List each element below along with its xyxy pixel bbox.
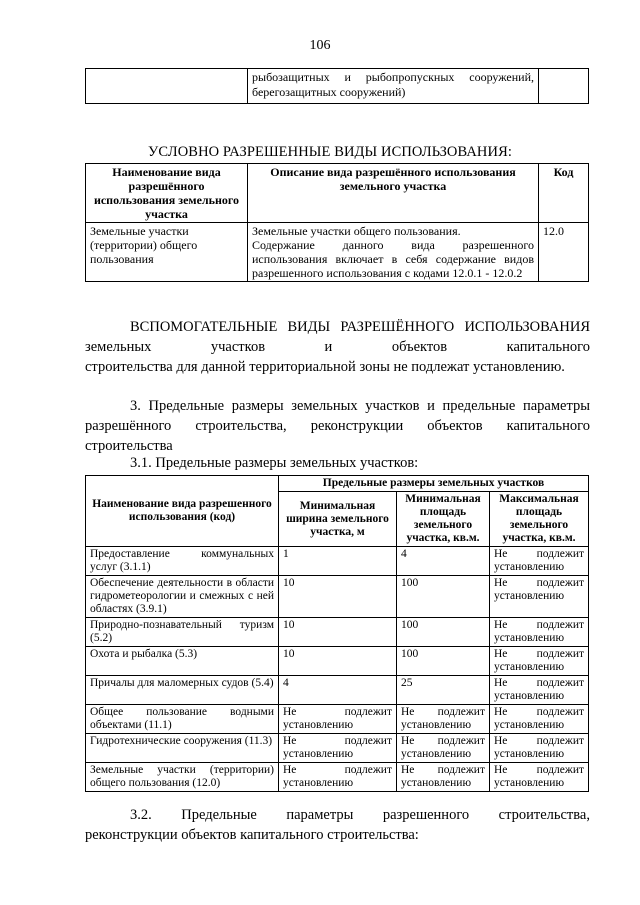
table-cell-width: 1	[279, 547, 397, 576]
table-cell-max-area: Не подлежит установлению	[490, 547, 589, 576]
table-cell-description: рыбозащитных и рыбопропускных сооружений, берегозащитных сооружений)	[248, 69, 539, 104]
table-row	[86, 705, 589, 734]
column-header-min-width: Минимальная ширина земельного участка, м	[279, 492, 397, 547]
table-cell-name: Предоставление коммунальных услуг (3.1.1)	[86, 547, 279, 576]
table-cell-name: Обеспечение деятельности в области гидрометеорологии и смежных с ней областях (3.9.1)	[86, 576, 279, 618]
column-group-header: Предельные размеры земельных участков	[279, 476, 589, 492]
column-header-min-area: Минимальная площадь земельного участка, кв.м.	[397, 492, 490, 547]
table-cell-name: Природно-познавательный туризм (5.2)	[86, 618, 279, 647]
description-line: Земельные участки общего пользования.	[252, 224, 461, 238]
table-cell-width: Не подлежит установлению	[279, 705, 397, 734]
continued-table	[85, 68, 589, 104]
table-cell-width: 10	[279, 618, 397, 647]
table-cell-min-area: 100	[397, 576, 490, 618]
column-header-max-area: Максимальная площадь земельного участка, кв.м.	[490, 492, 589, 547]
column-header-name: Наименование вида разрешенного использования (код)	[86, 476, 279, 547]
table-row	[86, 576, 589, 618]
table-cell-code: 12.0	[539, 223, 589, 282]
table-cell-min-area: Не подлежит установлению	[397, 763, 490, 792]
page-number: 106	[309, 38, 331, 53]
table-cell-max-area: Не подлежит установлению	[490, 618, 589, 647]
table-row	[86, 676, 589, 705]
table-cell-width: 10	[279, 576, 397, 618]
section-3-paragraph	[85, 396, 590, 456]
table-cell-min-area: 100	[397, 647, 490, 676]
table-row	[86, 547, 589, 576]
table-cell-name: Причалы для маломерных судов (5.4)	[86, 676, 279, 705]
table-cell-width: Не подлежит установлению	[279, 763, 397, 792]
table-cell-min-area: 4	[397, 547, 490, 576]
table-header-row	[86, 164, 589, 223]
conditional-uses-table	[85, 163, 589, 282]
table-row	[86, 734, 589, 763]
table-row	[86, 223, 589, 282]
column-header-description: Описание вида разрешённого использования земельного участка	[248, 164, 539, 223]
table-cell-max-area: Не подлежит установлению	[490, 705, 589, 734]
table-cell-min-area: Не подлежит установлению	[397, 705, 490, 734]
table-cell-min-area: 25	[397, 676, 490, 705]
auxiliary-uses-paragraph	[85, 317, 590, 377]
table-row	[86, 763, 589, 792]
table-cell-max-area: Не подлежит установлению	[490, 576, 589, 618]
table-cell-min-area: 100	[397, 618, 490, 647]
table-cell-max-area: Не подлежит установлению	[490, 676, 589, 705]
paragraph-line: строительства для данной территориальной зоны не подлежат установлению.	[85, 359, 565, 375]
section-3-1-label: 3.1. Предельные размеры земельных участков:	[130, 455, 419, 471]
table-cell-width: 4	[279, 676, 397, 705]
paragraph-line: 3. Предельные размеры земельных участков и предельные параметры разрешённого строительства, реконструкции объектов капитального	[85, 398, 590, 434]
plot-size-limits-table	[85, 475, 589, 792]
table-cell-empty	[86, 69, 248, 104]
table-cell-min-area: Не подлежит установлению	[397, 734, 490, 763]
table-cell-max-area: Не подлежит установлению	[490, 763, 589, 792]
column-header-code: Код	[539, 164, 589, 223]
table-header-row	[86, 476, 589, 492]
table-cell-name: Земельные участки (территории) общего пользования	[86, 223, 248, 282]
section-3-2-paragraph	[85, 805, 590, 845]
column-header-name: Наименование вида разрешённого использования земельного участка	[86, 164, 248, 223]
paragraph-line: 3.2. Предельные параметры разрешенного строительства,	[130, 807, 590, 823]
table-cell-name: Земельные участки (территории) общего пользования (12.0)	[86, 763, 279, 792]
table-cell-empty	[539, 69, 589, 104]
table-row	[86, 647, 589, 676]
table-cell-name: Гидротехнические сооружения (11.3)	[86, 734, 279, 763]
table-cell-name: Общее пользование водными объектами (11.1)	[86, 705, 279, 734]
paragraph-line: строительства	[85, 438, 173, 454]
paragraph-line: реконструкции объектов капитального строительства:	[85, 827, 419, 843]
table-row	[86, 618, 589, 647]
paragraph-line: ВСПОМОГАТЕЛЬНЫЕ ВИДЫ РАЗРЕШЁННОГО ИСПОЛЬЗОВАНИЯ земельных участков и объектов капитального	[85, 319, 590, 355]
conditional-uses-heading: УСЛОВНО РАЗРЕШЕННЫЕ ВИДЫ ИСПОЛЬЗОВАНИЯ:	[148, 144, 512, 160]
table-cell-max-area: Не подлежит установлению	[490, 734, 589, 763]
table-cell-name: Охота и рыбалка (5.3)	[86, 647, 279, 676]
table-cell-width: Не подлежит установлению	[279, 734, 397, 763]
table-row	[86, 69, 589, 104]
table-cell-max-area: Не подлежит установлению	[490, 647, 589, 676]
table-cell-width: 10	[279, 647, 397, 676]
table-cell-description	[248, 223, 539, 282]
description-line: Содержание данного вида разрешенного использования включает в себя содержание видов разрешенного использования с кодами 12.0.1 - 12.0.2	[252, 238, 534, 280]
